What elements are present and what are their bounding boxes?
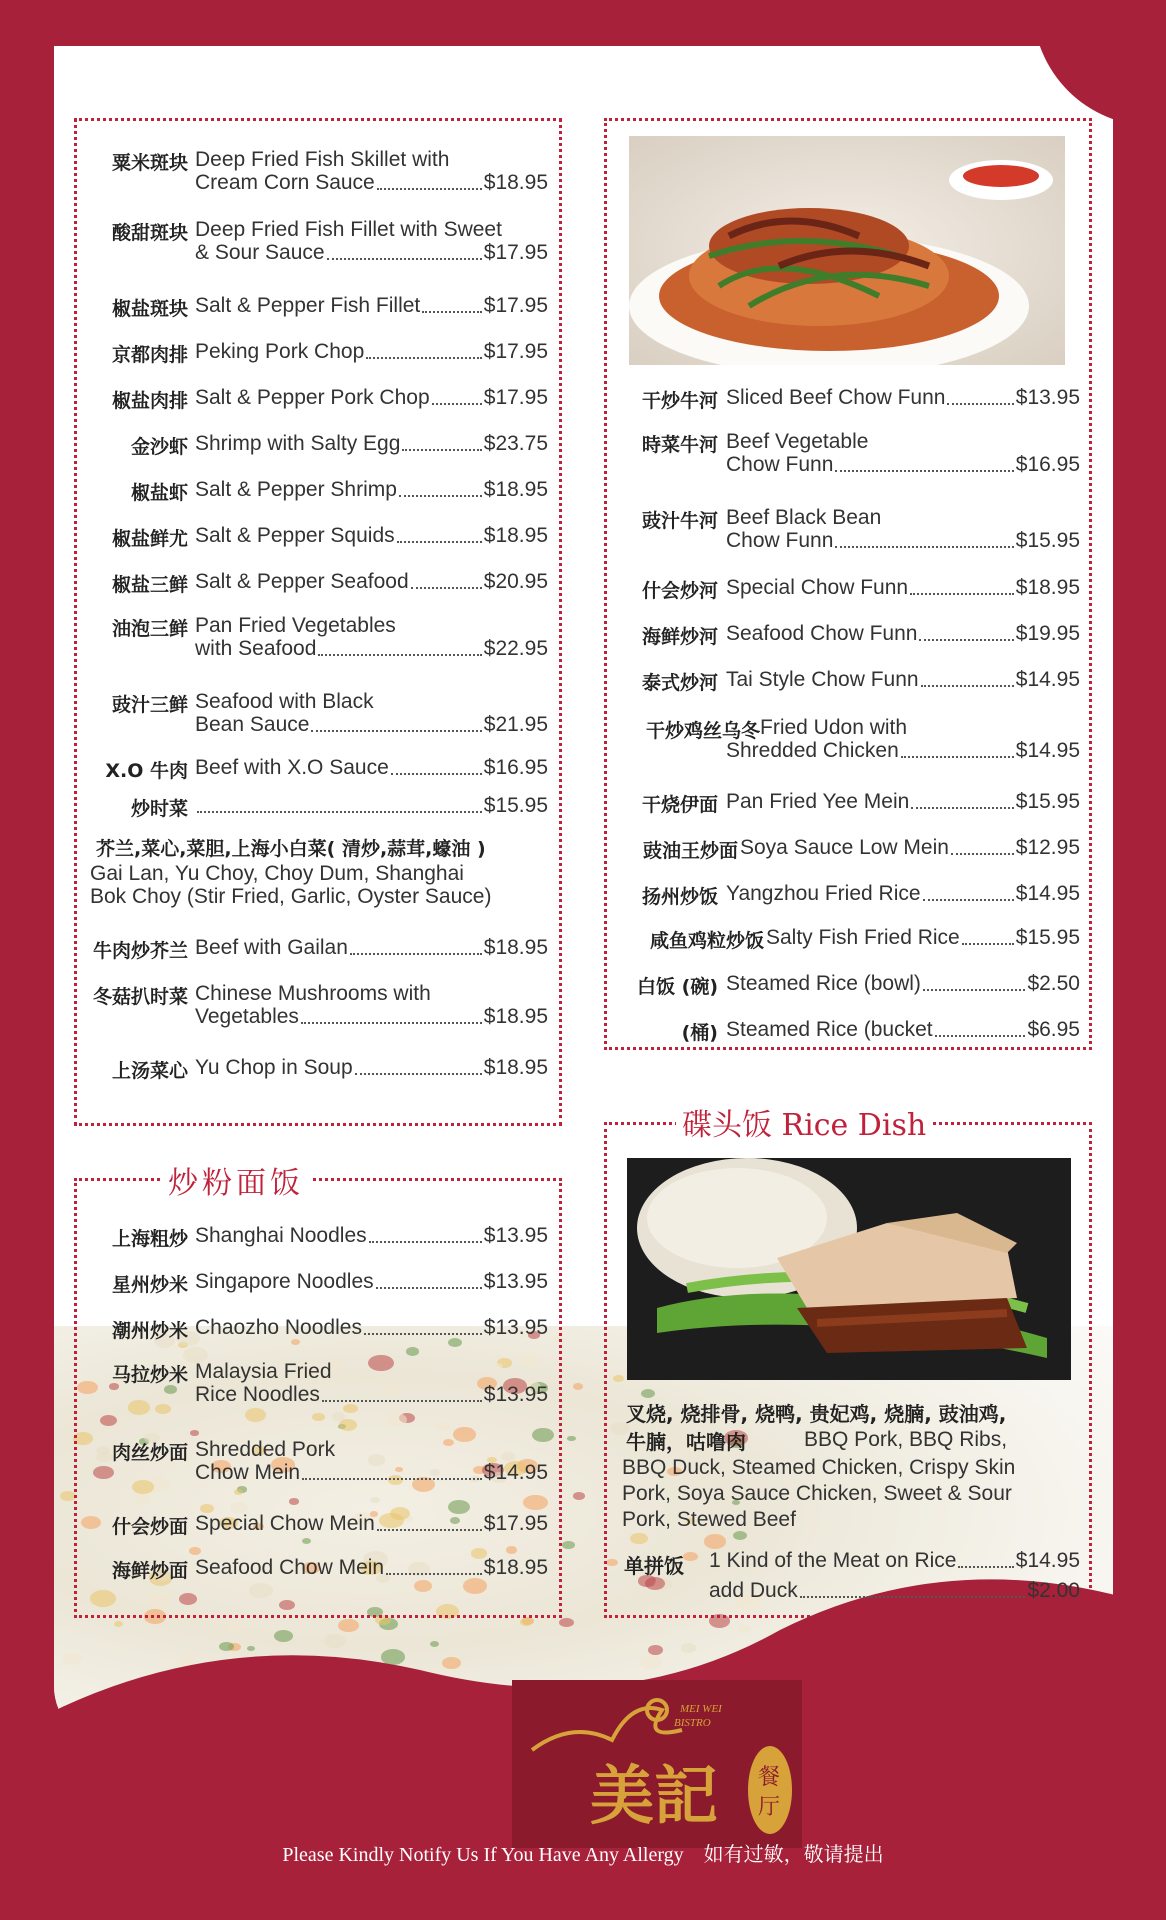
menu-item-name: Chow Funn (726, 453, 834, 476)
menu-item-cn: 炒时菜 (130, 798, 188, 820)
menu-item-name: Seafood with Black (195, 690, 374, 713)
menu-item-price: $17.95 (483, 294, 548, 317)
menu-item-line (709, 1549, 1080, 1573)
menu-item-cn: 干炒牛河 (641, 390, 718, 412)
menu-item-cn: 海鲜炒河 (641, 626, 718, 648)
menu-item-cn: 干烧伊面 (641, 794, 718, 816)
menu-item-cn: 泰式炒河 (641, 672, 718, 694)
menu-item-price: $15.95 (1015, 790, 1080, 813)
menu-item-price: $13.95 (483, 1383, 548, 1406)
menu-item-cn: 潮州炒米 (111, 1320, 188, 1342)
leader-dots (962, 943, 1014, 945)
leader-dots (911, 807, 1013, 809)
menu-item-line (766, 926, 1080, 950)
menu-item-price: $13.95 (483, 1316, 548, 1339)
menu-item-name: Rice Noodles (195, 1383, 320, 1406)
menu-item-cn: 白饭 (碗) (637, 976, 718, 998)
menu-item-name: Yangzhou Fried Rice (726, 882, 921, 905)
menu-item-line (195, 241, 548, 265)
menu-item-name: Pan Fried Vegetables (195, 614, 396, 637)
menu-item-line (195, 1270, 548, 1294)
rice-dish-desc-cn2: 牛腩，咕噜肉 (626, 1430, 746, 1454)
page-corner (1033, 46, 1113, 126)
menu-item-line (195, 1512, 548, 1536)
menu-item-price: $14.95 (1015, 668, 1080, 691)
menu-item-cn: 椒盐斑块 (111, 298, 188, 320)
menu-item-price: $18.95 (483, 1056, 548, 1079)
menu-item-cn: 干炒鸡丝乌冬 (645, 720, 760, 742)
menu-item-name: Soya Sauce Low Mein (740, 836, 949, 859)
menu-item-cn: 什会炒面 (111, 1516, 188, 1538)
menu-item-name: Beef Black Bean (726, 506, 882, 529)
menu-item-line (195, 171, 548, 195)
menu-item-price: $18.95 (483, 478, 548, 501)
menu-item-name: 1 Kind of the Meat on Rice (709, 1549, 957, 1572)
menu-item-name: Special Chow Mein (195, 1512, 375, 1535)
menu-item-name: Peking Pork Chop (195, 340, 365, 363)
rice-grain (573, 1383, 583, 1390)
leader-dots (951, 853, 1014, 855)
leader-dots (366, 357, 482, 359)
menu-item-price: $23.75 (483, 432, 548, 455)
menu-item-cn: 酸甜斑块 (111, 222, 188, 244)
menu-item-cn: 椒盐三鲜 (111, 574, 188, 596)
veg-note-cn: 芥兰,菜心,菜胆,上海小白菜( 清炒,蒜茸,蠔油 ) (96, 838, 486, 860)
menu-item-price: $17.95 (483, 386, 548, 409)
rice-dish-desc-en: BBQ Pork, BBQ Ribs, (804, 1428, 1008, 1451)
leader-dots (901, 756, 1014, 758)
leader-dots (835, 470, 1013, 472)
logo-cn-small-2: 厅 (758, 1795, 781, 1820)
leader-dots (919, 639, 1013, 641)
menu-item-name: Deep Fried Fish Fillet with Sweet (195, 218, 502, 241)
menu-item-cn: 時菜牛河 (641, 434, 718, 456)
leader-dots (835, 546, 1013, 548)
menu-item-name: Shanghai Noodles (195, 1224, 367, 1247)
menu-item-name: & Sour Sauce (195, 241, 325, 264)
rice-grain (562, 1541, 575, 1549)
footer-en: Please Kindly Notify Us If You Have Any Allergy (282, 1844, 684, 1866)
leader-dots (377, 1529, 482, 1531)
menu-item-name: Chaozho Noodles (195, 1316, 362, 1339)
menu-item-cn: X.O 牛肉 (105, 760, 188, 782)
menu-item-price: $17.95 (483, 340, 548, 363)
menu-item-line (195, 1316, 548, 1340)
menu-item-line (195, 294, 548, 318)
menu-item-price: $22.95 (483, 637, 548, 660)
leader-dots (376, 1287, 482, 1289)
rice-dish-desc-en: Pork, Soya Sauce Chicken, Sweet & Sour (622, 1482, 1012, 1505)
menu-item-line (726, 529, 1080, 553)
veg-note-en: Bok Choy (Stir Fried, Garlic, Oyster Sauce) (90, 885, 492, 908)
menu-item-cn: 豉汁牛河 (641, 510, 718, 532)
menu-item-cn: 椒盐虾 (130, 482, 188, 504)
menu-item-line (709, 1579, 1080, 1603)
menu-item-cn: 豉汁三鲜 (111, 694, 188, 716)
menu-item-price: $6.95 (1027, 1018, 1080, 1041)
menu-item-price: $18.95 (483, 171, 548, 194)
menu-item-price: $16.95 (1015, 453, 1080, 476)
menu-item-cn: 牛肉炒芥兰 (92, 940, 188, 962)
menu-item-price: $14.95 (1015, 1549, 1080, 1572)
menu-item-cn: 马拉炒米 (111, 1364, 188, 1386)
menu-item-name: Beef with X.O Sauce (195, 756, 389, 779)
menu-item-price: $18.95 (483, 1005, 548, 1028)
menu-item-price: $18.95 (483, 936, 548, 959)
menu-item-line (726, 668, 1080, 692)
menu-item-line (195, 1005, 548, 1029)
leader-dots (402, 449, 481, 451)
menu-item-price: $14.95 (483, 1461, 548, 1484)
menu-item-line (726, 576, 1080, 600)
menu-item-name: Salty Fish Fried Rice (766, 926, 960, 949)
menu-item-price: $18.95 (1015, 576, 1080, 599)
menu-item-line (195, 1056, 548, 1080)
menu-item-cn: 肉丝炒面 (111, 1442, 188, 1464)
menu-item-name: Vegetables (195, 1005, 299, 1028)
menu-item-price: $14.95 (1015, 739, 1080, 762)
menu-item-line (726, 790, 1080, 814)
menu-item-price: $15.95 (1015, 529, 1080, 552)
menu-item-name: Special Chow Funn (726, 576, 909, 599)
menu-item-name: Tai Style Chow Funn (726, 668, 919, 691)
leader-dots (399, 495, 482, 497)
chow-funn-photo (629, 136, 1065, 365)
menu-item-name: Cream Corn Sauce (195, 171, 375, 194)
menu-item-price: $17.95 (483, 241, 548, 264)
leader-dots (397, 541, 482, 543)
menu-item-line (195, 340, 548, 364)
menu-item-cn: (桶) (681, 1022, 718, 1044)
menu-item-name: add Duck (709, 1579, 798, 1602)
leader-dots (910, 593, 1014, 595)
leader-dots (377, 188, 482, 190)
menu-item-name: Salt & Pepper Pork Chop (195, 386, 430, 409)
menu-item-name: Shredded Chicken (726, 739, 899, 762)
menu-item-line (195, 570, 548, 594)
menu-item-line (195, 524, 548, 548)
leader-dots (800, 1596, 1026, 1598)
restaurant-logo (512, 1680, 802, 1848)
menu-item-name: Singapore Noodles (195, 1270, 374, 1293)
logo-en-2: BISTRO (674, 1717, 711, 1729)
leader-dots (322, 1400, 482, 1402)
menu-item-cn: 豉油王炒面 (642, 840, 738, 862)
leader-dots (350, 953, 482, 955)
menu-item-price: $12.95 (1015, 836, 1080, 859)
noodle-section-title: 炒粉面饭 (162, 1158, 310, 1202)
menu-item-cn: 海鲜炒面 (111, 1560, 188, 1582)
menu-item-cn: 星州炒米 (111, 1274, 188, 1296)
menu-item-cn: 椒盐鲜尤 (111, 528, 188, 550)
leader-dots (318, 654, 481, 656)
menu-item-cn: 冬菇扒时菜 (92, 986, 188, 1008)
menu-item-name: Steamed Rice (bowl) (726, 972, 921, 995)
menu-item-name: Salt & Pepper Squids (195, 524, 395, 547)
menu-item-name: Salt & Pepper Shrimp (195, 478, 397, 501)
leader-dots (311, 730, 481, 732)
menu-item-name: Bean Sauce (195, 713, 310, 736)
leader-dots (958, 1566, 1013, 1568)
menu-item-price: $2.50 (1027, 972, 1080, 995)
menu-item-cn: 油泡三鲜 (111, 618, 188, 640)
combo-cn: 单拼饭 (624, 1554, 684, 1578)
leader-dots (432, 403, 482, 405)
menu-item-line (726, 386, 1080, 410)
menu-item-cn: 扬州炒饭 (641, 886, 718, 908)
menu-item-cn: 上海粗炒 (111, 1228, 188, 1250)
leader-dots (422, 311, 482, 313)
menu-item-name: Seafood Chow Funn (726, 622, 918, 645)
menu-item-name: Salt & Pepper Fish Fillet (195, 294, 421, 317)
rice-dish-desc-en: Pork, Stewed Beef (622, 1508, 796, 1531)
menu-item-line (726, 882, 1080, 906)
logo-cn: 美記 (590, 1759, 718, 1834)
menu-item-name: Shredded Pork (195, 1438, 336, 1461)
menu-item-line (726, 453, 1080, 477)
menu-item-cn: 金沙虾 (130, 436, 188, 458)
menu-item-line (195, 386, 548, 410)
menu-item-price: $21.95 (483, 713, 548, 736)
leader-dots (386, 1573, 482, 1575)
menu-item-price: $17.95 (483, 1512, 548, 1535)
rice-grain (567, 1436, 576, 1442)
menu-item-price: $2.00 (1027, 1579, 1080, 1602)
menu-item-line (195, 1224, 548, 1248)
menu-item-cn: 椒盐肉排 (111, 390, 188, 412)
menu-item-price: $19.95 (1015, 622, 1080, 645)
menu-item-line (195, 794, 548, 818)
menu-item-price: $13.95 (483, 1270, 548, 1293)
menu-item-price: $15.95 (483, 794, 548, 817)
menu-item-name: Beef with Gailan (195, 936, 348, 959)
leader-dots (935, 1035, 1026, 1037)
menu-item-price: $18.95 (483, 524, 548, 547)
menu-item-name: Chinese Mushrooms with (195, 982, 431, 1005)
menu-item-name: Chow Funn (726, 529, 834, 552)
rice-dish-desc-en: BBQ Duck, Steamed Chicken, Crispy Skin (622, 1456, 1016, 1479)
leader-dots (921, 685, 1014, 687)
menu-item-price: $13.95 (1015, 386, 1080, 409)
menu-item-name: Yu Chop in Soup (195, 1056, 353, 1079)
menu-item-line (195, 1556, 548, 1580)
menu-item-name: Malaysia Fried (195, 1360, 332, 1383)
logo-en-1: MEI WEI (680, 1703, 722, 1715)
menu-item-price: $18.95 (483, 1556, 548, 1579)
menu-item-name: Seafood Chow Mein (195, 1556, 385, 1579)
menu-item-line (195, 478, 548, 502)
logo-cn-small-1: 餐 (758, 1765, 781, 1790)
leader-dots (923, 989, 1026, 991)
menu-item-line (195, 756, 548, 780)
leader-dots (947, 403, 1013, 405)
leader-dots (923, 899, 1014, 901)
menu-item-price: $13.95 (483, 1224, 548, 1247)
leader-dots (364, 1333, 482, 1335)
menu-item-name: Beef Vegetable (726, 430, 869, 453)
menu-item-name: Salt & Pepper Seafood (195, 570, 409, 593)
menu-item-cn: 什会炒河 (641, 580, 718, 602)
rice-dish-photo (627, 1158, 1071, 1380)
menu-item-name: Steamed Rice (bucket (726, 1018, 933, 1041)
menu-item-name: Chow Mein (195, 1461, 301, 1484)
menu-item-price: $16.95 (483, 756, 548, 779)
leader-dots (302, 1478, 482, 1480)
menu-item-price: $20.95 (483, 570, 548, 593)
menu-item-line (726, 972, 1080, 996)
leader-dots (301, 1022, 482, 1024)
leader-dots (355, 1073, 482, 1075)
menu-item-cn: 粟米斑块 (111, 152, 188, 174)
menu-item-name: Pan Fried Yee Mein (726, 790, 910, 813)
menu-item-name: Sliced Beef Chow Funn (726, 386, 946, 409)
leader-dots (327, 258, 482, 260)
footer-cn: 如有过敏，敬请提出 (703, 1842, 884, 1866)
leader-dots (197, 811, 482, 813)
menu-item-name: with Seafood (195, 637, 317, 660)
menu-item-line (726, 739, 1080, 763)
menu-item-line (726, 622, 1080, 646)
menu-item-name: Shrimp with Salty Egg (195, 432, 401, 455)
menu-item-line (726, 1018, 1080, 1042)
leader-dots (411, 587, 482, 589)
menu-item-price: $14.95 (1015, 882, 1080, 905)
leader-dots (369, 1241, 482, 1243)
rice-dish-desc-cn: 叉烧, 烧排骨, 烧鸭, 贵妃鸡, 烧腩, 豉油鸡, (626, 1402, 1007, 1426)
menu-item-line (195, 637, 548, 661)
menu-item-name: Fried Udon with (760, 716, 908, 739)
menu-item-cn: 咸鱼鸡粒炒饭 (649, 930, 764, 952)
menu-item-line (740, 836, 1080, 860)
menu-item-cn: 上汤菜心 (111, 1060, 188, 1082)
menu-item-name: Deep Fried Fish Skillet with (195, 148, 450, 171)
menu-item-price: $15.95 (1015, 926, 1080, 949)
rice-dish-title: 碟头饭 Rice Dish (676, 1100, 932, 1144)
veg-note-en: Gai Lan, Yu Choy, Choy Dum, Shanghai (90, 862, 464, 885)
allergy-footer (0, 1838, 1166, 1867)
menu-item-line (195, 936, 548, 960)
menu-item-cn: 京都肉排 (111, 344, 188, 366)
menu-item-line (195, 1461, 548, 1485)
menu-item-line (195, 432, 548, 456)
menu-item-line (195, 713, 548, 737)
leader-dots (391, 773, 482, 775)
menu-item-line (195, 1383, 548, 1407)
